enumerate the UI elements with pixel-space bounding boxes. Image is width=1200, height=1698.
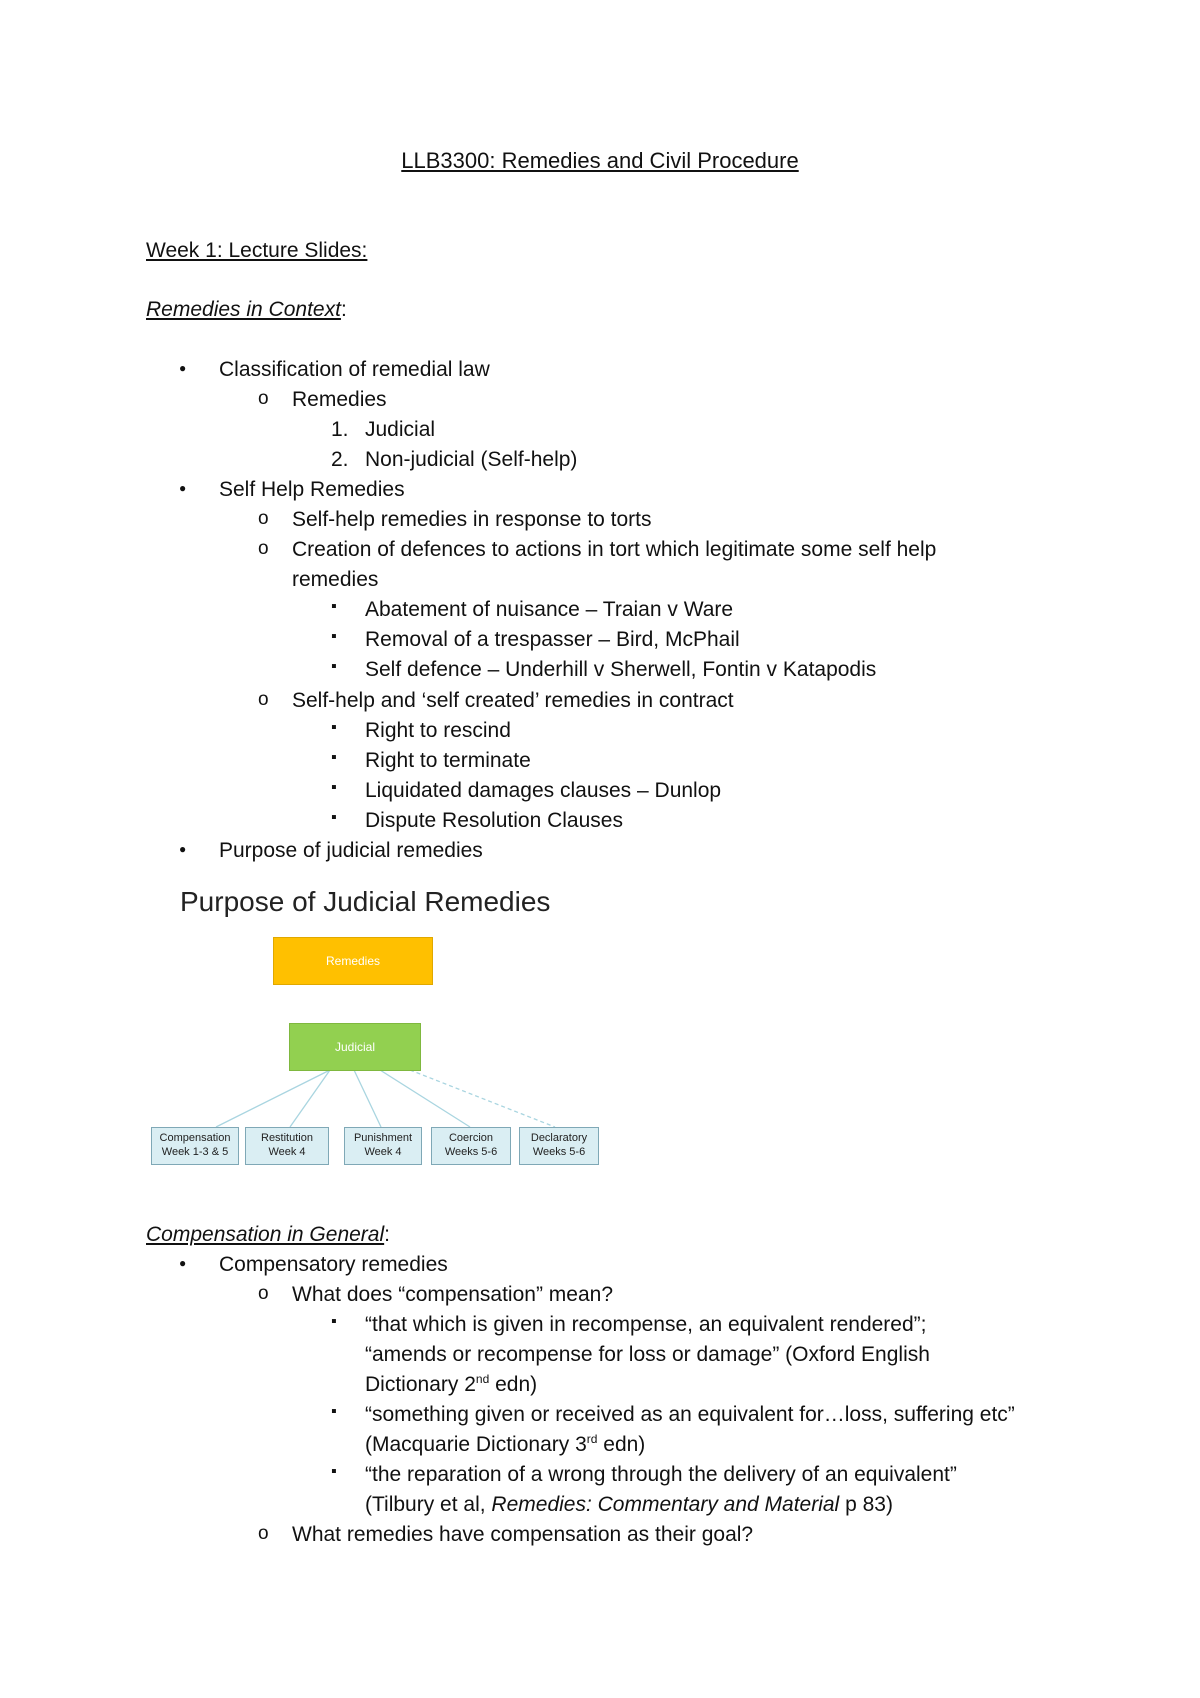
- list-item: o Creation of defences to actions in tort which legitimate some self help: [292, 539, 936, 560]
- connector-line: [410, 1070, 555, 1127]
- list-item: o Self-help remedies in response to torts: [292, 509, 652, 530]
- list-item-continuation: Dictionary 2nd edn): [365, 1372, 538, 1396]
- list-item: o What remedies have compensation as their goal?: [292, 1524, 753, 1545]
- list-item-continuation: remedies: [292, 568, 379, 591]
- list-item: ▪ Removal of a trespasser – Bird, McPhail: [365, 629, 740, 650]
- list-item: ▪ Right to terminate: [365, 750, 531, 771]
- week-heading: Week 1: Lecture Slides:: [146, 239, 368, 262]
- list-item: ▪ “something given or received as an equivalent for…loss, suffering etc”: [365, 1404, 1015, 1425]
- diagram-node-compensation: Compensation Week 1-3 & 5: [151, 1127, 239, 1165]
- list-item-continuation: (Macquarie Dictionary 3rd edn): [365, 1432, 646, 1456]
- list-item: ● Classification of remedial law: [219, 359, 490, 380]
- connector-line: [290, 1070, 330, 1127]
- list-item: ▪ Abatement of nuisance – Traian v Ware: [365, 599, 733, 620]
- list-item: ▪ Dispute Resolution Clauses: [365, 810, 623, 831]
- connector-line: [216, 1070, 330, 1127]
- connector-line: [354, 1070, 381, 1127]
- list-item: ▪ Liquidated damages clauses – Dunlop: [365, 780, 721, 801]
- list-item: ▪ Self defence – Underhill v Sherwell, Fontin v Katapodis: [365, 659, 876, 680]
- list-item: ▪ “the reparation of a wrong through the delivery of an equivalent”: [365, 1464, 957, 1485]
- section-heading-remedies-in-context: Remedies in Context:: [146, 298, 347, 321]
- diagram-node-declaratory: Declaratory Weeks 5-6: [519, 1127, 599, 1165]
- diagram-node-coercion: Coercion Weeks 5-6: [431, 1127, 511, 1165]
- list-item: ● Compensatory remedies: [219, 1254, 448, 1275]
- document-title: LLB3300: Remedies and Civil Procedure: [401, 148, 799, 173]
- diagram-node-restitution: Restitution Week 4: [245, 1127, 329, 1165]
- list-item-continuation: “amends or recompense for loss or damage” (Oxford English: [365, 1343, 930, 1366]
- list-item-continuation: (Tilbury et al, Remedies: Commentary and Material p 83): [365, 1493, 893, 1516]
- list-item: ● Purpose of judicial remedies: [219, 840, 483, 861]
- section-heading-compensation-in-general: Compensation in General:: [146, 1223, 390, 1246]
- list-item: o Self-help and ‘self created’ remedies in contract: [292, 690, 734, 711]
- connector-line: [380, 1070, 470, 1127]
- diagram-node-judicial: Judicial: [289, 1023, 421, 1071]
- list-item: ● Self Help Remedies: [219, 479, 405, 500]
- diagram-node-remedies: Remedies: [273, 937, 433, 985]
- list-item: o What does “compensation” mean?: [292, 1284, 613, 1305]
- list-item: o Remedies: [292, 389, 387, 410]
- diagram-node-punishment: Punishment Week 4: [344, 1127, 422, 1165]
- list-item: 2. Non-judicial (Self-help): [331, 448, 578, 471]
- list-item: ▪ “that which is given in recompense, an equivalent rendered”;: [365, 1314, 926, 1335]
- diagram-title: Purpose of Judicial Remedies: [180, 886, 551, 917]
- list-item: 1. Judicial: [331, 418, 436, 441]
- list-item: ▪ Right to rescind: [365, 720, 511, 741]
